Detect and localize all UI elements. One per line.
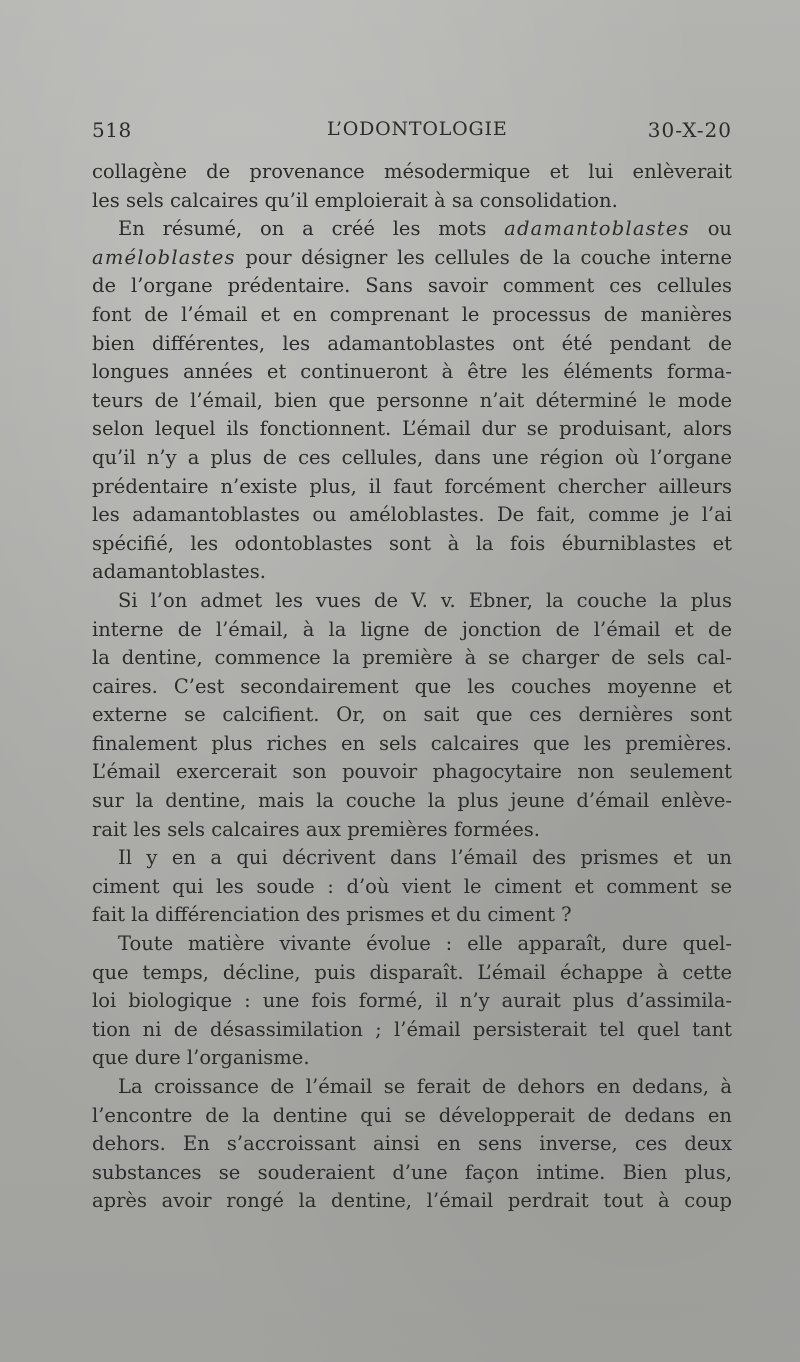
- line-text: bien différentes, les adamantoblastes ont été pendant de: [92, 331, 732, 355]
- text-line: [92, 330, 732, 359]
- line-text: Toute matière vivante évolue : elle apparaît, dure quel-: [118, 932, 732, 956]
- text-line: [92, 1016, 732, 1045]
- line-text: En résumé, on a créé les mots: [118, 217, 505, 241]
- line-text: longues années et continueront à être les éléments forma-: [92, 360, 732, 384]
- text-line: [92, 1073, 732, 1102]
- line-text: substances se souderaient d’une façon intime. Bien plus,: [92, 1160, 732, 1184]
- text-line: [92, 787, 732, 816]
- line-text: prédentaire n’existe plus, il faut forcément chercher ailleurs: [92, 474, 732, 498]
- line-text: collagène de provenance mésodermique et lui enlèverait: [92, 160, 732, 183]
- text-line: [92, 816, 732, 845]
- text-line: [92, 616, 732, 645]
- line-text: que temps, décline, puis disparaît. L’émail échappe à cette: [92, 960, 732, 984]
- line-text: rait les sels calcaires aux premières formées.: [92, 817, 540, 841]
- line-text: spécifié, les odontoblastes sont à la fois éburniblastes et: [92, 531, 732, 555]
- line-text: adamantoblastes.: [92, 560, 266, 584]
- body-text: [92, 158, 732, 1216]
- line-text: Si l’on admet les vues de V. v. Ebner, la couche la plus: [118, 588, 732, 612]
- text-line: [92, 558, 732, 587]
- text-line: [92, 1044, 732, 1073]
- line-text: ciment qui les soude : d’où vient le ciment et comment se: [92, 874, 732, 898]
- line-text: interne de l’émail, à la ligne de jonction de l’émail et de: [92, 617, 732, 641]
- text-line: [92, 1159, 732, 1188]
- text-line: [92, 444, 732, 473]
- line-text: que dure l’organisme.: [92, 1046, 310, 1070]
- line-text: teurs de l’émail, bien que personne n’ait déterminé le mode: [92, 388, 732, 412]
- text-line: [92, 644, 732, 673]
- text-line: [92, 473, 732, 502]
- line-text: pour désigner les cellules de la couche interne: [235, 245, 732, 269]
- text-line: [92, 215, 732, 244]
- text-line: [92, 873, 732, 902]
- line-text: après avoir rongé la dentine, l’émail perdrait tout à coup: [92, 1189, 732, 1213]
- text-line: [92, 844, 732, 873]
- text-line: [92, 1130, 732, 1159]
- text-line: [92, 959, 732, 988]
- line-text: la dentine, commence la première à se charger de sels cal-: [92, 646, 732, 670]
- line-text: finalement plus riches en sels calcaires que les premières.: [92, 731, 732, 755]
- line-text: sur la dentine, mais la couche la plus jeune d’émail enlève-: [92, 789, 732, 813]
- text-line: [92, 901, 732, 930]
- text-line: [92, 158, 732, 187]
- text-line: [92, 244, 732, 273]
- text-line: [92, 730, 732, 759]
- text-line: [92, 758, 732, 787]
- text-line: [92, 187, 732, 216]
- line-text: qu’il n’y a plus de ces cellules, dans une région où l’organe: [92, 445, 732, 469]
- text-line: [92, 530, 732, 559]
- italic-term: améloblastes: [92, 245, 236, 269]
- text-line: [92, 587, 732, 616]
- line-text: L’émail exercerait son pouvoir phagocytaire non seulement: [92, 760, 732, 784]
- line-text: Il y en a qui décrivent dans l’émail des prismes et un: [118, 846, 732, 870]
- text-line: [92, 358, 732, 387]
- line-text: fait la différenciation des prismes et du ciment ?: [92, 903, 572, 927]
- line-text: les sels calcaires qu’il emploierait à sa consolidation.: [92, 188, 618, 212]
- text-line: [92, 1102, 732, 1131]
- line-text: les adamantoblastes ou améloblastes. De fait, comme je l’ai: [92, 503, 732, 527]
- text-line: [92, 387, 732, 416]
- line-text: caires. C’est secondairement que les couches moyenne et: [92, 674, 732, 698]
- issue-date: 30-X-20: [647, 118, 732, 142]
- text-line: [92, 987, 732, 1016]
- text-line: [92, 501, 732, 530]
- line-text: externe se calcifient. Or, on sait que ces dernières sont: [92, 703, 732, 727]
- line-text-tail: ou: [689, 217, 732, 241]
- text-line: [92, 272, 732, 301]
- line-text: font de l’émail et en comprenant le processus de manières: [92, 302, 732, 326]
- journal-title: L’ODONTOLOGIE: [327, 118, 508, 140]
- line-text: de l’organe prédentaire. Sans savoir comment ces cellules: [92, 274, 732, 298]
- line-text: l’encontre de la dentine qui se développerait de dedans en: [92, 1103, 732, 1127]
- line-text: loi biologique : une fois formé, il n’y aurait plus d’assimila-: [92, 989, 732, 1013]
- text-line: [92, 301, 732, 330]
- page-number: 518: [92, 118, 132, 142]
- text-line: [92, 673, 732, 702]
- line-text: dehors. En s’accroissant ainsi en sens inverse, ces deux: [92, 1132, 732, 1156]
- italic-term: adamantoblastes: [504, 217, 690, 241]
- line-text: tion ni de désassimilation ; l’émail persisterait tel quel tant: [92, 1017, 732, 1041]
- text-line: [92, 415, 732, 444]
- line-text: selon lequel ils fonctionnent. L’émail dur se produisant, alors: [92, 417, 732, 441]
- text-line: [92, 1187, 732, 1216]
- text-line: [92, 930, 732, 959]
- text-line: [92, 701, 732, 730]
- line-text: La croissance de l’émail se ferait de dehors en dedans, à: [118, 1075, 732, 1098]
- running-head: [92, 118, 732, 148]
